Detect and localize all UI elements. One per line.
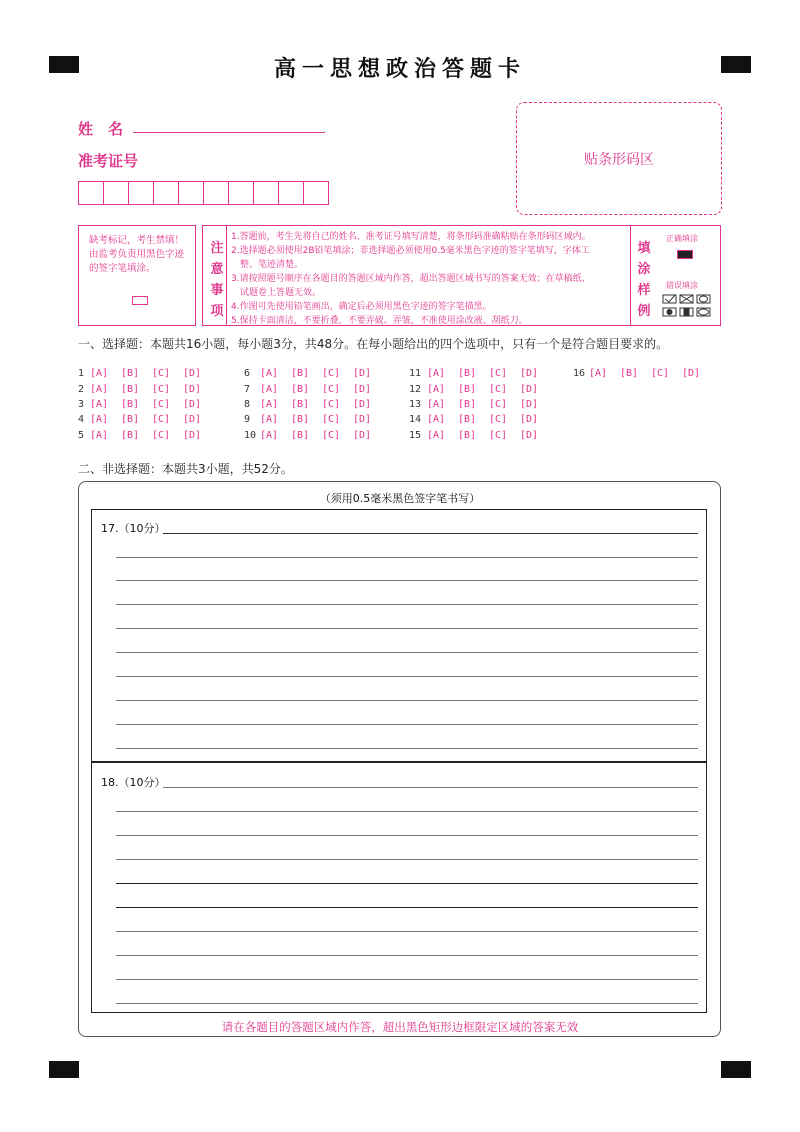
option-d[interactable]: [D] <box>183 414 202 425</box>
section-2-heading: 二、非选择题：本题共3小题，共52分。 <box>78 462 293 476</box>
option-a[interactable]: [A] <box>90 430 109 441</box>
option-b[interactable]: [B] <box>458 430 477 441</box>
option-c[interactable]: [C] <box>322 368 341 379</box>
question-number: 15 <box>409 430 422 441</box>
option-c[interactable]: [C] <box>489 368 508 379</box>
option-a[interactable]: [A] <box>427 399 446 410</box>
option-b[interactable]: [B] <box>291 399 310 410</box>
q17-first-line[interactable] <box>163 533 698 534</box>
mcq-row <box>244 414 384 425</box>
question-number: 14 <box>409 414 422 425</box>
answer-line[interactable] <box>116 700 698 701</box>
option-c[interactable]: [C] <box>152 430 171 441</box>
option-b[interactable]: [B] <box>121 368 140 379</box>
wrong-oval-mark <box>699 309 709 315</box>
sample-title: 填 涂 样 例 <box>637 241 651 319</box>
option-a[interactable]: [A] <box>90 368 109 379</box>
option-b[interactable]: [B] <box>458 414 477 425</box>
option-a[interactable]: [A] <box>427 414 446 425</box>
mcq-row <box>573 368 713 379</box>
option-c[interactable]: [C] <box>489 384 508 395</box>
option-a[interactable]: [A] <box>260 430 279 441</box>
question-number: 7 <box>244 384 251 395</box>
notice-item: 5.保持卡面清洁，不要折叠，不要弄破、弄皱，不准使用涂改液、刮纸刀。 <box>231 316 528 326</box>
exam-number-grid[interactable] <box>78 181 329 205</box>
sample-correct-bubble <box>677 250 693 259</box>
answer-line[interactable] <box>116 883 698 884</box>
question-number: 6 <box>244 368 251 379</box>
option-c[interactable]: [C] <box>322 399 341 410</box>
notice-list <box>231 230 631 328</box>
option-d[interactable]: [D] <box>353 399 372 410</box>
option-a[interactable]: [A] <box>260 399 279 410</box>
mcq-row <box>244 399 384 410</box>
question-number: 10 <box>244 430 257 441</box>
alignment-marker-bottom-left <box>49 1061 79 1078</box>
mcq-row <box>409 399 551 410</box>
pen-note: （须用0.5毫米黑色签字笔书写） <box>319 492 481 505</box>
option-b[interactable]: [B] <box>458 399 477 410</box>
exam-number-cell[interactable] <box>204 182 229 204</box>
mcq-row <box>244 368 384 379</box>
exam-number-cell[interactable] <box>154 182 179 204</box>
notice-divider <box>226 225 227 325</box>
option-c[interactable]: [C] <box>489 414 508 425</box>
answer-line[interactable] <box>116 604 698 605</box>
q18-first-line[interactable] <box>163 787 698 788</box>
alignment-marker-bottom-right <box>721 1061 751 1078</box>
sample-wrong-label: 错误填涂 <box>666 281 698 290</box>
answer-line[interactable] <box>116 1003 698 1004</box>
option-c[interactable]: [C] <box>152 399 171 410</box>
barcode-area <box>516 102 722 215</box>
question-number: 1 <box>78 368 85 379</box>
option-a[interactable]: [A] <box>260 384 279 395</box>
wrong-check-mark <box>665 295 675 302</box>
option-b[interactable]: [B] <box>121 399 140 410</box>
option-c[interactable]: [C] <box>322 430 341 441</box>
notice-item: 2.选择题必须使用2B铅笔填涂；非选择题必须使用0.5毫米黑色字迹的签字笔填写，字体工 <box>231 246 590 256</box>
option-b[interactable]: [B] <box>291 384 310 395</box>
mcq-row <box>409 414 551 425</box>
option-a[interactable]: [A] <box>427 430 446 441</box>
option-c[interactable]: [C] <box>651 368 670 379</box>
page-title: 高一思想政治答题卡 <box>273 57 526 82</box>
answer-line[interactable] <box>116 931 698 932</box>
option-b[interactable]: [B] <box>620 368 639 379</box>
mcq-row <box>78 399 214 410</box>
question-number: 4 <box>78 414 85 425</box>
absent-note-line: 的签字笔填涂。 <box>89 263 156 274</box>
answer-line[interactable] <box>116 811 698 812</box>
absent-note-line: 由监考负责用黑色字迹 <box>89 249 185 260</box>
question-number: 9 <box>244 414 251 425</box>
answer-line[interactable] <box>116 859 698 860</box>
question-number: 11 <box>409 368 422 379</box>
answer-line[interactable] <box>116 907 698 908</box>
option-d[interactable]: [D] <box>183 384 202 395</box>
answer-line[interactable] <box>116 724 698 725</box>
option-c[interactable]: [C] <box>152 368 171 379</box>
option-c[interactable]: [C] <box>152 414 171 425</box>
answer-line[interactable] <box>116 835 698 836</box>
notice-item: 3.请按照题号顺序在各题目的答题区域内作答，超出答题区域书写的答案无效；在草稿纸、 <box>231 274 591 284</box>
notice-item: 整、笔迹清楚。 <box>231 260 304 270</box>
option-d[interactable]: [D] <box>183 430 202 441</box>
option-d[interactable]: [D] <box>353 414 372 425</box>
exam-number-cell[interactable] <box>79 182 104 204</box>
option-a[interactable]: [A] <box>589 368 608 379</box>
option-a[interactable]: [A] <box>260 368 279 379</box>
exam-number-cell[interactable] <box>279 182 304 204</box>
option-b[interactable]: [B] <box>291 368 310 379</box>
sample-wrong-marks <box>662 294 712 320</box>
absent-note-line: 缺考标记，考生禁填！ <box>89 235 185 246</box>
exam-number-cell[interactable] <box>179 182 204 204</box>
exam-number-label: 准考证号 <box>78 152 139 170</box>
q18-label: 18.（10分） <box>101 776 166 789</box>
sample-divider <box>630 225 631 325</box>
option-d[interactable]: [D] <box>520 368 539 379</box>
option-a[interactable]: [A] <box>90 384 109 395</box>
question-number: 16 <box>573 368 586 379</box>
question-number: 2 <box>78 384 85 395</box>
answer-line[interactable] <box>116 557 698 558</box>
question-number: 8 <box>244 399 251 410</box>
exam-number-cell[interactable] <box>129 182 154 204</box>
q18-answer-box <box>91 761 707 1013</box>
mcq-row <box>409 430 551 441</box>
option-d[interactable]: [D] <box>353 384 372 395</box>
answer-line[interactable] <box>116 676 698 677</box>
wrong-dot-mark <box>667 310 672 315</box>
mcq-row <box>78 384 214 395</box>
option-d[interactable]: [D] <box>520 414 539 425</box>
answer-line[interactable] <box>116 979 698 980</box>
answer-line[interactable] <box>116 628 698 629</box>
question-number: 13 <box>409 399 422 410</box>
mcq-row <box>409 368 551 379</box>
mcq-row <box>244 430 384 441</box>
option-d[interactable]: [D] <box>353 430 372 441</box>
mcq-row <box>78 368 214 379</box>
option-b[interactable]: [B] <box>458 368 477 379</box>
option-b[interactable]: [B] <box>121 430 140 441</box>
option-d[interactable]: [D] <box>520 384 539 395</box>
wrong-partial-mark <box>684 308 689 316</box>
footer-note: 请在各题目的答题区域内作答，超出黑色矩形边框限定区域的答案无效 <box>221 1020 579 1034</box>
notice-item: 试题卷上答题无效。 <box>231 288 322 298</box>
exam-number-cell[interactable] <box>229 182 254 204</box>
option-d[interactable]: [D] <box>520 430 539 441</box>
exam-number-cell[interactable] <box>304 182 328 204</box>
option-d[interactable]: [D] <box>183 399 202 410</box>
absent-mark-box <box>78 225 196 326</box>
name-field[interactable] <box>133 132 325 133</box>
answer-line[interactable] <box>116 748 698 749</box>
option-b[interactable]: [B] <box>458 384 477 395</box>
notice-item: 1.答题前，考生先将自己的姓名、准考证号填写清楚，将条形码准确粘贴在条形码区域内。 <box>231 232 591 242</box>
option-a[interactable]: [A] <box>427 384 446 395</box>
option-c[interactable]: [C] <box>489 399 508 410</box>
notice-item: 4.作图可先使用铅笔画出，确定后必须用黑色字迹的签字笔描黑。 <box>231 302 492 312</box>
exam-number-cell[interactable] <box>254 182 279 204</box>
notice-title: 注 意 事 项 <box>210 241 224 319</box>
exam-number-cell[interactable] <box>104 182 129 204</box>
name-label: 姓 名 <box>78 120 124 138</box>
option-b[interactable]: [B] <box>291 414 310 425</box>
option-c[interactable]: [C] <box>322 384 341 395</box>
option-c[interactable]: [C] <box>322 414 341 425</box>
mcq-row <box>78 414 214 425</box>
question-number: 5 <box>78 430 85 441</box>
answer-line[interactable] <box>116 955 698 956</box>
option-d[interactable]: [D] <box>183 368 202 379</box>
answer-line[interactable] <box>116 580 698 581</box>
sample-correct-label: 正确填涂 <box>666 234 698 243</box>
answer-line[interactable] <box>116 652 698 653</box>
option-c[interactable]: [C] <box>152 384 171 395</box>
option-b[interactable]: [B] <box>121 414 140 425</box>
option-a[interactable]: [A] <box>90 399 109 410</box>
wrong-circle-mark <box>700 296 708 302</box>
option-d[interactable]: [D] <box>353 368 372 379</box>
option-c[interactable]: [C] <box>489 430 508 441</box>
wrong-cross-mark <box>680 295 693 303</box>
option-a[interactable]: [A] <box>427 368 446 379</box>
mcq-row <box>244 384 384 395</box>
absent-mark-bubble[interactable] <box>132 296 148 305</box>
barcode-label: 贴条形码区 <box>584 151 654 168</box>
option-d[interactable]: [D] <box>682 368 701 379</box>
option-a[interactable]: [A] <box>260 414 279 425</box>
q17-label: 17.（10分） <box>101 522 166 535</box>
option-a[interactable]: [A] <box>90 414 109 425</box>
question-number: 12 <box>409 384 422 395</box>
option-b[interactable]: [B] <box>291 430 310 441</box>
option-b[interactable]: [B] <box>121 384 140 395</box>
mcq-row <box>409 384 551 395</box>
mcq-row <box>78 430 214 441</box>
question-number: 3 <box>78 399 85 410</box>
option-d[interactable]: [D] <box>520 399 539 410</box>
section-1-heading: 一、选择题：本题共16小题，每小题3分，共48分。在每小题给出的四个选项中，只有一个是符合题目要求的。 <box>78 337 669 351</box>
